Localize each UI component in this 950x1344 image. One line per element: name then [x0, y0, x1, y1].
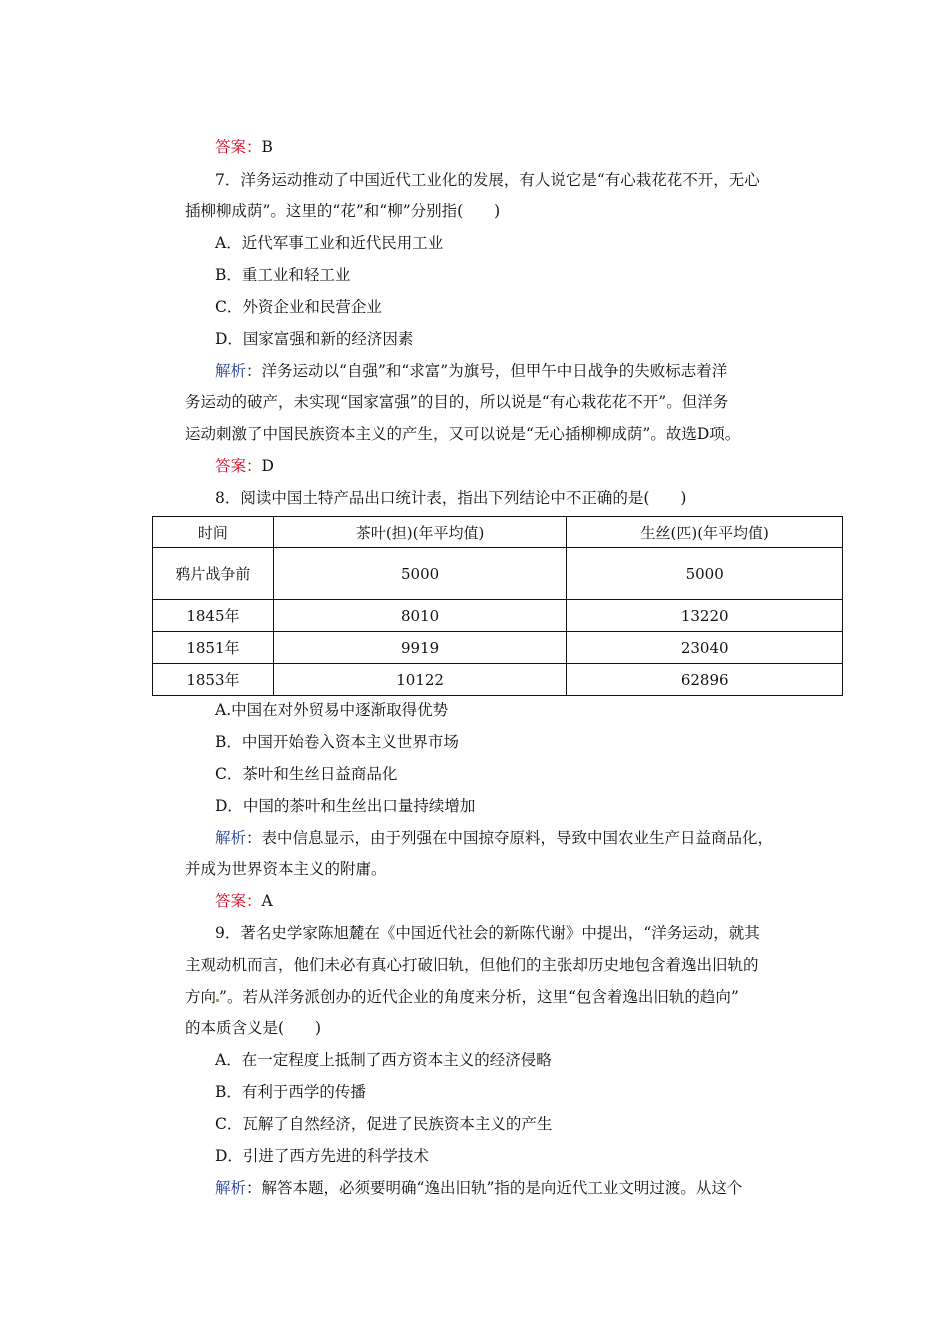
q7-option-b: B．重工业和轻工业 — [215, 266, 351, 284]
q9-stem-line: 方向 ”。若从洋务派创办的近代企业的角度来分析，这里“包含着逸出旧轨的趋向” — [185, 988, 739, 1006]
q7-analysis-line: 务运动的破产，未实现“国家富强”的目的，所以说是“有心栽花花不开”。但洋务 — [185, 393, 729, 411]
q7-option-c: C．外资企业和民营企业 — [215, 298, 382, 316]
table-header-cell: 茶叶(担)(年平均值) — [273, 517, 567, 548]
q9-analysis-line: 解析：解答本题，必须要明确“逸出旧轨”指的是向近代工业文明过渡。从这个 — [215, 1179, 743, 1197]
q7-analysis-line: 解析：洋务运动以“自强”和“求富”为旗号，但甲午中日战争的失败标志着洋 — [215, 362, 728, 380]
table-row — [153, 664, 843, 696]
table-row — [153, 632, 843, 664]
q7-stem-line: 插柳柳成荫”。这里的“花”和“柳”分别指( ) — [185, 202, 501, 220]
q9-option-b: B．有利于西学的传播 — [215, 1083, 366, 1101]
q9-stem-line: 的本质含义是( ) — [185, 1019, 322, 1037]
table-cell: 5000 — [567, 548, 843, 600]
table-cell: 1851年 — [153, 632, 274, 664]
table-cell: 13220 — [567, 600, 843, 632]
q7-analysis-line: 运动刺激了中国民族资本主义的产生，又可以说是“无心插柳柳成荫”。故选D项。 — [185, 425, 741, 443]
q8-option-a: A.中国在对外贸易中逐渐取得优势 — [215, 701, 449, 719]
table-cell: 9919 — [273, 632, 567, 664]
q8-answer: 答案：A — [215, 892, 273, 910]
table-row — [153, 600, 843, 632]
q9-option-c: C．瓦解了自然经济，促进了民族资本主义的产生 — [215, 1115, 553, 1133]
table-cell: 8010 — [273, 600, 567, 632]
table-cell: 62896 — [567, 664, 843, 696]
table-cell: 1853年 — [153, 664, 274, 696]
q9-stem-line: 主观动机而言，他们未必有真心打破旧轨，但他们的主张却历史地包含着逸出旧轨的 — [185, 956, 759, 974]
table-cell: 5000 — [273, 548, 567, 600]
q6-answer: 答案：B — [215, 138, 273, 156]
table-header-row — [153, 517, 843, 548]
export-stats-table — [152, 516, 843, 696]
q7-answer: 答案：D — [215, 457, 274, 475]
q8-option-b: B．中国开始卷入资本主义世界市场 — [215, 733, 459, 751]
table-cell: 1845年 — [153, 600, 274, 632]
q8-option-d: D．中国的茶叶和生丝出口量持续增加 — [215, 797, 476, 815]
table-cell: 23040 — [567, 632, 843, 664]
q8-option-c: C．茶叶和生丝日益商品化 — [215, 765, 398, 783]
q7-option-d: D．国家富强和新的经济因素 — [215, 330, 414, 348]
q9-option-d: D．引进了西方先进的科学技术 — [215, 1147, 429, 1165]
table-header-cell: 时间 — [153, 517, 274, 548]
table-row — [153, 548, 843, 600]
q8-analysis-line: 并成为世界资本主义的附庸。 — [185, 860, 387, 878]
table-cell: 鸦片战争前 — [153, 548, 274, 600]
q8-stem: 8．阅读中国土特产品出口统计表，指出下列结论中不正确的是( ) — [215, 489, 687, 507]
table-cell: 10122 — [273, 664, 567, 696]
q7-stem-line: 7．洋务运动推动了中国近代工业化的发展，有人说它是“有心栽花花不开，无心 — [215, 171, 760, 189]
table-header-cell: 生丝(匹)(年平均值) — [567, 517, 843, 548]
q7-option-a: A．近代军事工业和近代民用工业 — [215, 234, 444, 252]
q8-analysis-line: 解析：表中信息显示，由于列强在中国掠夺原料，导致中国农业生产日益商品化， — [215, 829, 774, 847]
q9-option-a: A．在一定程度上抵制了西方资本主义的经济侵略 — [215, 1051, 552, 1069]
q9-stem-line: 9．著名史学家陈旭麓在《中国近代社会的新陈代谢》中提出，“洋务运动，就其 — [215, 924, 760, 942]
